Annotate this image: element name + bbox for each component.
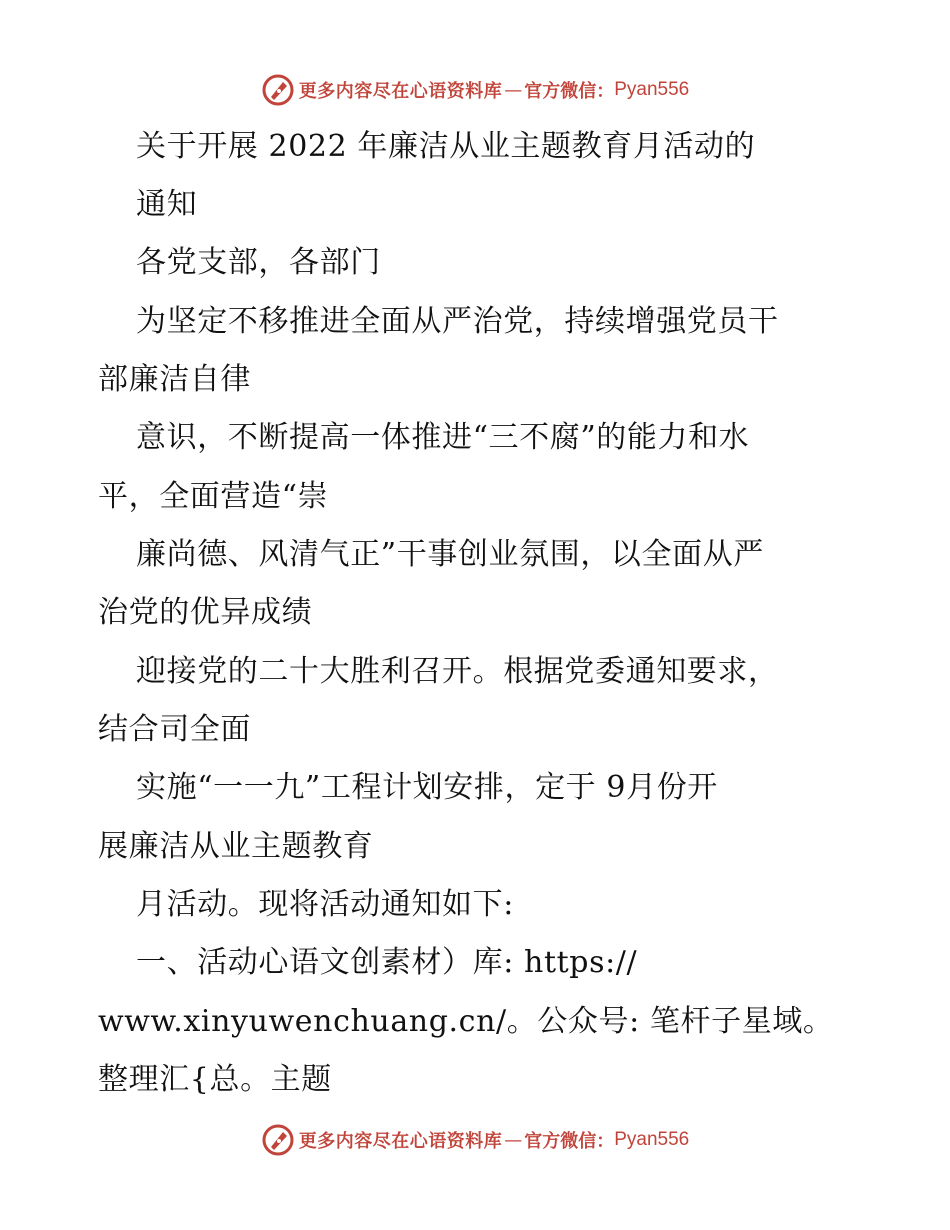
watermark-separator: — [504, 1129, 523, 1151]
wechat-label: 官方微信： [524, 1131, 615, 1152]
paragraph-line: 意识，不断提高一体推进“三不腐”的能力和水 [136, 420, 750, 455]
paragraph-line: 平，全面营造“崇 [98, 479, 329, 514]
paragraph-line: 月活动。现将活动通知如下: [136, 887, 514, 922]
pen-nib-logo-icon [261, 73, 295, 107]
paragraph-line: 整理汇{总。主题 [98, 1062, 332, 1097]
paragraph-line: 部廉洁自律 [98, 362, 251, 397]
paragraph-line: 治党的优异成绩 [98, 595, 313, 630]
paragraph-line: 展廉洁从业主题教育 [98, 829, 374, 864]
document-title-line-1: 关于开展 2022 年廉洁从业主题教育月活动的 [136, 129, 756, 164]
wechat-id: Pyan556 [614, 1129, 690, 1150]
salutation: 各党支部，各部门 [136, 245, 381, 280]
wechat-id: Pyan556 [614, 79, 690, 100]
url-line: www.xinyuwenchuang.cn/。公众号: 笔杆子星域。 [98, 1004, 834, 1039]
footer-watermark-banner [0, 1120, 950, 1160]
section-heading-line: 一、活动心语文创素材）库: https:// [136, 945, 638, 980]
paragraph-line: 迎接党的二十大胜利召开。根据党委通知要求， [136, 654, 779, 689]
paragraph-line: 廉尚德、风清气正”干事创业氛围，以全面从严 [136, 537, 764, 572]
document-title-line-2: 通知 [136, 187, 198, 222]
pen-nib-logo-icon [261, 1123, 295, 1157]
header-watermark-banner [0, 70, 950, 110]
wechat-label: 官方微信： [524, 81, 615, 102]
paragraph-line: 实施“一一九”工程计划安排，定于 9月份开 [136, 770, 718, 805]
watermark-main-text: 更多内容尽在心语资料库 [298, 81, 503, 102]
paragraph-line: 结合司全面 [98, 712, 251, 747]
watermark-separator: — [504, 79, 523, 101]
paragraph-line: 为坚定不移推进全面从严治党，持续增强党员干 [136, 304, 779, 339]
watermark-main-text: 更多内容尽在心语资料库 [298, 1131, 503, 1152]
